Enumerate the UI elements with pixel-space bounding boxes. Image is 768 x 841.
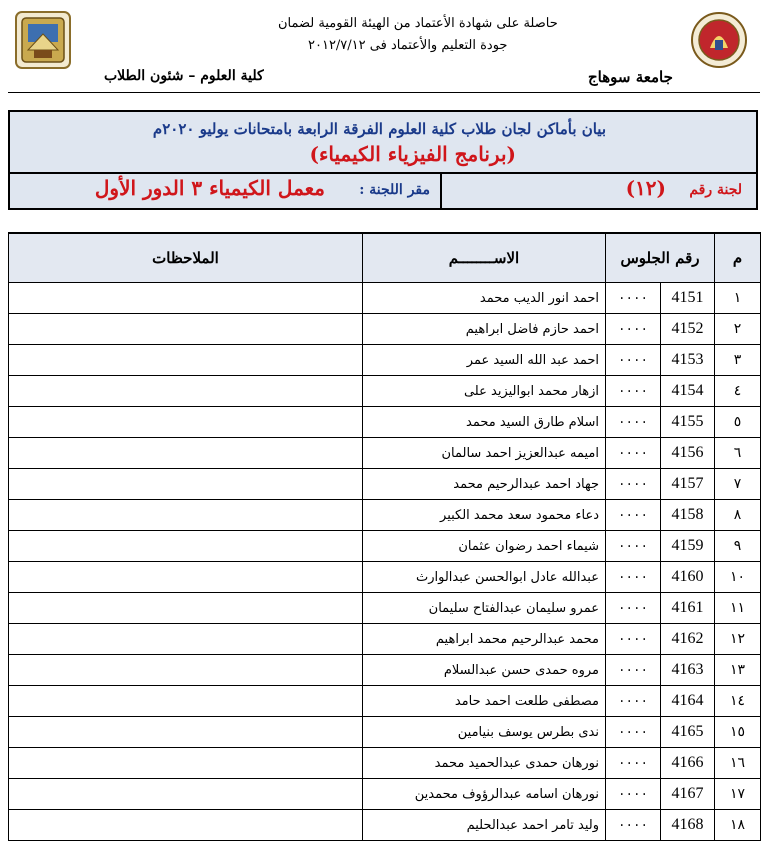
row-index: ٨ [715, 500, 761, 531]
seat-code-placeholder: ٠٠٠٠ [606, 717, 661, 748]
seat-number: 4156 [661, 438, 715, 469]
seat-code-placeholder: ٠٠٠٠ [606, 779, 661, 810]
notes-cell [9, 500, 363, 531]
table-row [9, 624, 761, 655]
row-index: ١٥ [715, 717, 761, 748]
faculty-of-science-logo [14, 10, 72, 70]
row-index: ١٠ [715, 562, 761, 593]
student-name: جهاد احمد عبدالرحيم محمد [363, 469, 606, 500]
notes-cell [9, 748, 363, 779]
table-row [9, 283, 761, 314]
title-box [8, 110, 758, 210]
table-body [9, 283, 761, 841]
seat-code-placeholder: ٠٠٠٠ [606, 283, 661, 314]
table-row [9, 314, 761, 345]
seat-number: 4153 [661, 345, 715, 376]
seat-number: 4167 [661, 779, 715, 810]
program-title: (برنامج الفيزياء الكيمياء) [309, 142, 516, 166]
table-row [9, 438, 761, 469]
accreditation-text: حاصلة على شهادة الأعتماد من الهيئة القومية لضمان [278, 16, 558, 31]
seat-number: 4151 [661, 283, 715, 314]
document-title: بيان بأماكن لجان طلاب كلية العلوم الفرقة الرابعة بامتحانات يوليو ٢٠٢٠م [152, 120, 606, 138]
seat-code-placeholder: ٠٠٠٠ [606, 531, 661, 562]
table-row [9, 376, 761, 407]
seat-code-placeholder: ٠٠٠٠ [606, 748, 661, 779]
seat-number: 4158 [661, 500, 715, 531]
student-name: نورهان حمدى عبدالحميد محمد [363, 748, 606, 779]
student-name: مصطفى طلعت احمد حامد [363, 686, 606, 717]
row-index: ٦ [715, 438, 761, 469]
notes-cell [9, 686, 363, 717]
seat-number: 4163 [661, 655, 715, 686]
seat-number: 4159 [661, 531, 715, 562]
header-divider [8, 92, 760, 93]
committee-location-label: مقر اللجنة : [359, 182, 430, 198]
committee-number-cell [442, 172, 756, 208]
seat-number: 4166 [661, 748, 715, 779]
seat-code-placeholder: ٠٠٠٠ [606, 562, 661, 593]
row-index: ١٢ [715, 624, 761, 655]
seat-number: 4152 [661, 314, 715, 345]
student-name: شيماء احمد رضوان عثمان [363, 531, 606, 562]
notes-cell [9, 717, 363, 748]
table-row [9, 562, 761, 593]
student-name: عمرو سليمان عبدالفتاح سليمان [363, 593, 606, 624]
committee-number-label: لجنة رقم [689, 182, 742, 198]
seat-number: 4162 [661, 624, 715, 655]
letterhead [8, 6, 760, 90]
student-name: اسلام طارق السيد محمد [363, 407, 606, 438]
seat-code-placeholder: ٠٠٠٠ [606, 655, 661, 686]
seat-code-placeholder: ٠٠٠٠ [606, 376, 661, 407]
student-name: احمد حازم فاضل ابراهيم [363, 314, 606, 345]
notes-cell [9, 376, 363, 407]
row-index: ١ [715, 283, 761, 314]
student-name: اميمه عبدالعزيز احمد سالمان [363, 438, 606, 469]
notes-cell [9, 624, 363, 655]
seat-number: 4154 [661, 376, 715, 407]
student-name: دعاء محمود سعد محمد الكبير [363, 500, 606, 531]
seat-code-placeholder: ٠٠٠٠ [606, 810, 661, 841]
seat-code-placeholder: ٠٠٠٠ [606, 314, 661, 345]
table-header-row [9, 233, 761, 283]
notes-cell [9, 562, 363, 593]
committee-location-value: معمل الكيمياء ٣ الدور الأول [94, 176, 325, 200]
table-row [9, 407, 761, 438]
row-index: ٩ [715, 531, 761, 562]
seat-number: 4165 [661, 717, 715, 748]
row-index: ٢ [715, 314, 761, 345]
row-index: ١٦ [715, 748, 761, 779]
seat-code-placeholder: ٠٠٠٠ [606, 345, 661, 376]
notes-cell [9, 593, 363, 624]
notes-header: الملاحظات [9, 233, 363, 283]
title-row [10, 112, 756, 174]
table-row [9, 345, 761, 376]
seat-code-placeholder: ٠٠٠٠ [606, 593, 661, 624]
table-row [9, 500, 761, 531]
seat-number: 4160 [661, 562, 715, 593]
seat-code-placeholder: ٠٠٠٠ [606, 500, 661, 531]
seat-number: 4155 [661, 407, 715, 438]
seat-number: 4161 [661, 593, 715, 624]
student-name: احمد انور الديب محمد [363, 283, 606, 314]
row-index: ١٤ [715, 686, 761, 717]
student-name: احمد عبد الله السيد عمر [363, 345, 606, 376]
row-index: ١٧ [715, 779, 761, 810]
notes-cell [9, 655, 363, 686]
table-row [9, 686, 761, 717]
committee-number-value: (١٢) [625, 176, 666, 200]
student-name: وليد تامر احمد عبدالحليم [363, 810, 606, 841]
notes-cell [9, 779, 363, 810]
student-name: مروه حمدى حسن عبدالسلام [363, 655, 606, 686]
committee-row [10, 172, 756, 208]
table-row [9, 469, 761, 500]
notes-cell [9, 407, 363, 438]
committee-location-cell [10, 172, 442, 208]
seat-code-placeholder: ٠٠٠٠ [606, 469, 661, 500]
row-index: ١١ [715, 593, 761, 624]
student-name: عبدالله عادل ابوالحسن عبدالوارث [363, 562, 606, 593]
student-name: ندى بطرس يوسف بنيامين [363, 717, 606, 748]
table-row [9, 779, 761, 810]
university-name: جامعة سوهاج [588, 68, 673, 86]
seat-number: 4157 [661, 469, 715, 500]
notes-cell [9, 314, 363, 345]
quality-date-text: جودة التعليم والأعتماد فى ٢٠١٢/٧/١٢ [308, 38, 508, 53]
row-index: ١٨ [715, 810, 761, 841]
row-index: ١٣ [715, 655, 761, 686]
student-name: ازهار محمد ابواليزيد على [363, 376, 606, 407]
notes-cell [9, 438, 363, 469]
faculty-name: كلية العلوم – شئون الطلاب [104, 68, 264, 84]
row-index: ٤ [715, 376, 761, 407]
index-header: م [715, 233, 761, 283]
row-index: ٧ [715, 469, 761, 500]
row-index: ٥ [715, 407, 761, 438]
table-row [9, 748, 761, 779]
table-row [9, 531, 761, 562]
table-row [9, 593, 761, 624]
seat-code-placeholder: ٠٠٠٠ [606, 407, 661, 438]
table-row [9, 810, 761, 841]
sohag-university-logo [690, 10, 748, 70]
notes-cell [9, 531, 363, 562]
notes-cell [9, 469, 363, 500]
students-table [8, 232, 761, 841]
notes-cell [9, 345, 363, 376]
student-name: نورهان اسامه عبدالرؤوف محمدين [363, 779, 606, 810]
seat-number: 4168 [661, 810, 715, 841]
seat-number: 4164 [661, 686, 715, 717]
row-index: ٣ [715, 345, 761, 376]
seat-code-placeholder: ٠٠٠٠ [606, 624, 661, 655]
seat-number-header: رقم الجلوس [606, 233, 715, 283]
seat-code-placeholder: ٠٠٠٠ [606, 686, 661, 717]
name-header: الاســــــــم [363, 233, 606, 283]
notes-cell [9, 283, 363, 314]
table-row [9, 655, 761, 686]
table-row [9, 717, 761, 748]
seat-code-placeholder: ٠٠٠٠ [606, 438, 661, 469]
notes-cell [9, 810, 363, 841]
student-name: محمد عبدالرحيم محمد ابراهيم [363, 624, 606, 655]
